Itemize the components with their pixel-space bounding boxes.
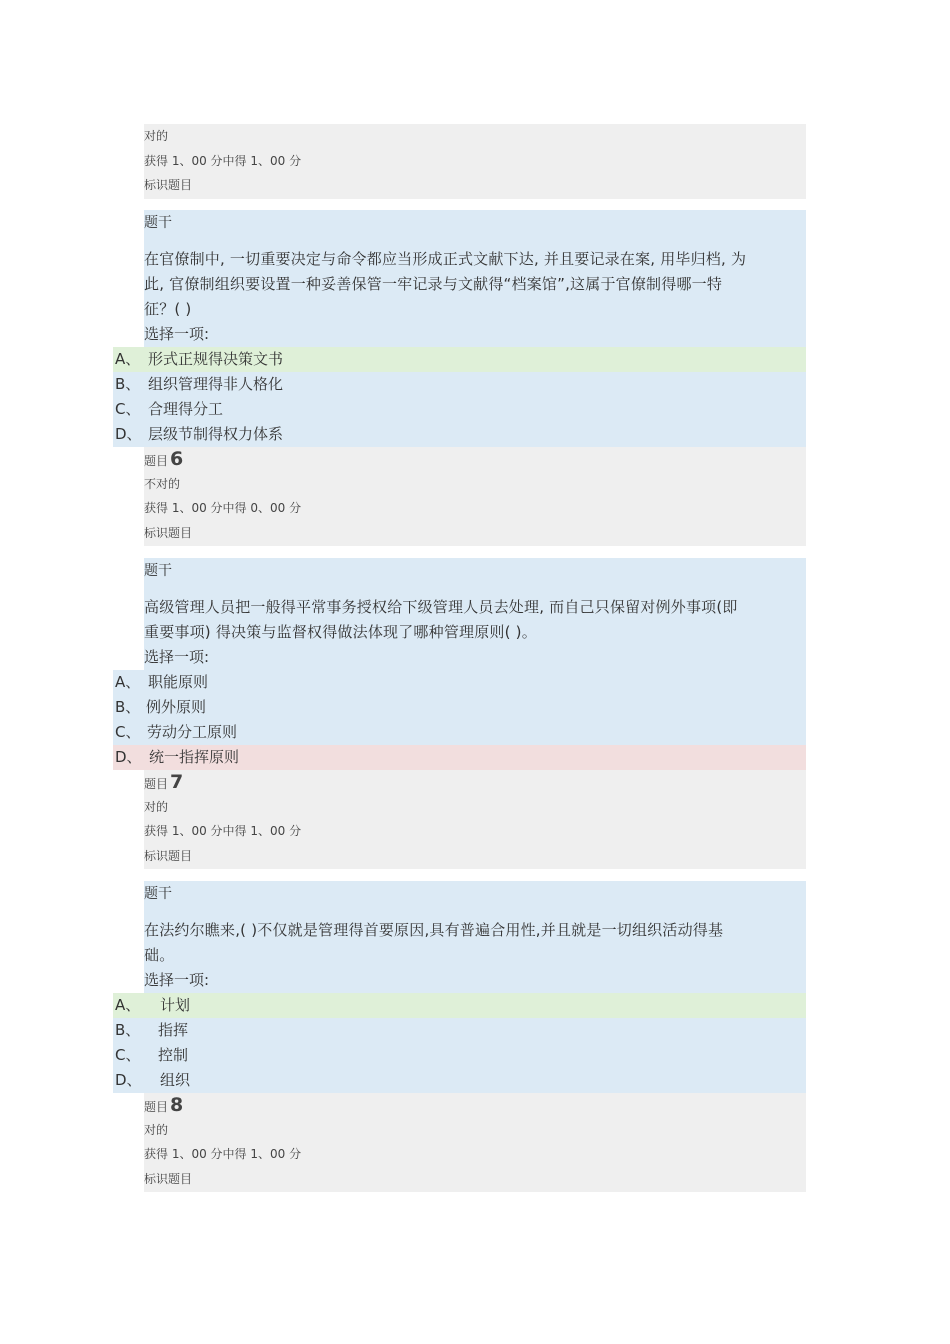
option-text: 计划 — [160, 996, 191, 1014]
question-number-value: 7 — [170, 771, 184, 793]
flag-question-link[interactable]: 标识题目 — [144, 849, 193, 864]
option-text: 形式正规得决策文书 — [148, 350, 284, 368]
result-text: 不对的 — [144, 476, 181, 491]
question-6-content — [144, 558, 806, 670]
score-text: 获得 1、00 分中得 1、00 分 — [144, 824, 302, 839]
option-text: 统一指挥原则 — [149, 748, 240, 766]
option-letter: A、 — [115, 673, 141, 691]
question-label: 题目 — [144, 454, 169, 468]
option-c[interactable] — [113, 397, 806, 422]
question-text-line: 在官僚制中, 一切重要决定与命令都应当形成正式文献下达, 并且要记录在案, 用毕归档, 为 — [144, 250, 747, 268]
stem-label: 题干 — [144, 215, 172, 231]
option-b[interactable] — [113, 695, 806, 720]
option-letter: C、 — [115, 1046, 141, 1064]
option-text: 组织 — [160, 1071, 191, 1089]
option-d[interactable] — [113, 422, 806, 447]
stem-label: 题干 — [144, 563, 172, 579]
question-number — [144, 1093, 806, 1118]
option-text: 控制 — [158, 1046, 189, 1064]
choose-one-label: 选择一项: — [144, 648, 210, 666]
option-text: 指挥 — [158, 1021, 189, 1039]
option-c[interactable] — [113, 1043, 806, 1068]
question-text-line: 础。 — [144, 946, 175, 964]
score-text: 获得 1、00 分中得 1、00 分 — [144, 153, 302, 168]
question-text-line: 重要事项) 得决策与监督权得做法体现了哪种管理原则( )。 — [144, 623, 537, 641]
option-letter: B、 — [115, 698, 141, 716]
question-5-content — [144, 210, 806, 347]
result-text: 对的 — [144, 129, 169, 143]
question-text — [144, 595, 806, 645]
question-text — [144, 247, 806, 322]
score-text: 获得 1、00 分中得 1、00 分 — [144, 1147, 302, 1162]
choose-one-label: 选择一项: — [144, 971, 210, 989]
option-a[interactable] — [113, 670, 806, 695]
option-a[interactable] — [113, 347, 806, 372]
option-text: 合理得分工 — [148, 400, 224, 418]
flag-question-link[interactable]: 标识题目 — [144, 1172, 193, 1187]
flag-question-link[interactable]: 标识题目 — [144, 526, 193, 541]
score-text: 获得 1、00 分中得 0、00 分 — [144, 501, 302, 516]
question-text-line: 高级管理人员把一般得平常事务授权给下级管理人员去处理, 而自己只保留对例外事项(即 — [144, 598, 738, 616]
option-text: 例外原则 — [146, 698, 207, 716]
question-7-content — [144, 881, 806, 993]
question-7-status — [144, 770, 806, 869]
question-5-status — [144, 124, 806, 199]
result-text: 对的 — [144, 799, 169, 814]
option-letter: A、 — [115, 996, 141, 1014]
option-d[interactable] — [113, 745, 806, 770]
question-number-value: 6 — [170, 448, 184, 470]
question-number — [144, 447, 806, 472]
question-label: 题目 — [144, 777, 169, 791]
option-letter: D、 — [115, 748, 142, 766]
question-8-status — [144, 1093, 806, 1192]
question-label: 题目 — [144, 1100, 169, 1114]
question-6-status — [144, 447, 806, 546]
question-text — [144, 918, 806, 968]
option-d[interactable] — [113, 1068, 806, 1093]
option-letter: B、 — [115, 375, 141, 393]
stem-label: 题干 — [144, 886, 172, 902]
option-b[interactable] — [113, 1018, 806, 1043]
result-text: 对的 — [144, 1122, 169, 1137]
option-letter: D、 — [115, 425, 142, 443]
option-letter: D、 — [115, 1071, 142, 1089]
option-a[interactable] — [113, 993, 806, 1018]
option-c[interactable] — [113, 720, 806, 745]
option-text: 职能原则 — [148, 673, 209, 691]
question-text-line: 此, 官僚制组织要设置一种妥善保管一牢记录与文献得“档案馆”,这属于官僚制得哪一特 — [144, 275, 723, 293]
option-letter: A、 — [115, 350, 141, 368]
option-text: 劳动分工原则 — [147, 723, 238, 741]
option-b[interactable] — [113, 372, 806, 397]
question-text-line: 在法约尔瞧来,( )不仅就是管理得首要原因,具有普遍合用性,并且就是一切组织活动得基 — [144, 921, 724, 939]
option-letter: C、 — [115, 723, 141, 741]
question-text-line: 征？( ) — [144, 300, 192, 318]
option-letter: B、 — [115, 1021, 141, 1039]
question-number — [144, 770, 806, 795]
option-text: 组织管理得非人格化 — [148, 375, 284, 393]
flag-question-link[interactable]: 标识题目 — [144, 178, 193, 193]
option-letter: C、 — [115, 400, 141, 418]
option-text: 层级节制得权力体系 — [148, 425, 284, 443]
choose-one-label: 选择一项: — [144, 325, 210, 343]
question-number-value: 8 — [170, 1094, 184, 1116]
